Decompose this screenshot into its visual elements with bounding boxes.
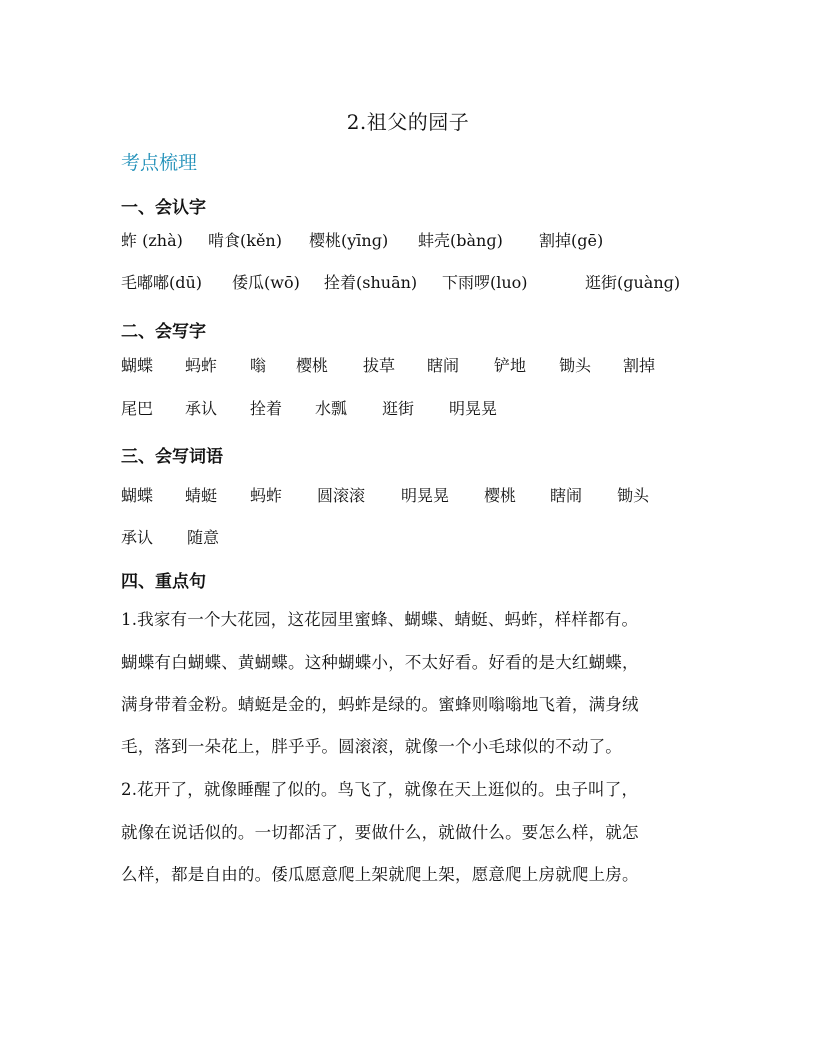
key-sentence-line: 2.花开了，就像睡醒了似的。鸟飞了，就像在天上逛似的。虫子叫了， (121, 780, 639, 799)
write-char-item: 水瓢 (315, 399, 348, 418)
recognize-item: 樱桃(yīnɡ) (309, 231, 389, 250)
key-sentence-line: 么样，都是自由的。倭瓜愿意爬上架就爬上架，愿意爬上房就爬上房。 (121, 865, 639, 884)
key-sentence-line: 就像在说话似的。一切都活了，要做什么，就做什么。要怎么样，就怎 (121, 823, 639, 842)
write-char-item: 瞎闹 (427, 356, 460, 375)
write-char-item: 明晃晃 (449, 399, 498, 418)
recognize-item: 割掉(gē) (539, 231, 604, 250)
recognize-item: 蚱 (zhà) (121, 231, 183, 250)
page-title: 2.祖父的园子 (346, 110, 470, 134)
key-sentence-line: 蝴蝶有白蝴蝶、黄蝴蝶。这种蝴蝶小，不太好看。好看的是大红蝴蝶， (121, 653, 639, 672)
write-char-item: 拔草 (363, 356, 396, 375)
recognize-item: 逛街(ɡuànɡ) (585, 273, 681, 292)
write-char-item: 蚂蚱 (185, 356, 218, 375)
write-char-item: 尾巴 (121, 399, 154, 418)
recognize-item: 下雨啰(luo) (442, 273, 528, 292)
section-heading-write-chars: 二、会写字 (121, 322, 206, 342)
write-char-item: 割掉 (623, 356, 656, 375)
write-char-item: 铲地 (494, 356, 527, 375)
key-sentence-line: 满身带着金粉。蜻蜓是金的，蚂蚱是绿的。蜜蜂则嗡嗡地飞着，满身绒 (121, 695, 639, 714)
section-heading-recognize: 一、会认字 (121, 198, 206, 218)
write-char-item: 蝴蝶 (121, 356, 154, 375)
recognize-item: 倭瓜(wō) (232, 273, 300, 292)
write-word-item: 承认 (121, 528, 154, 547)
write-word-item: 樱桃 (484, 486, 517, 505)
write-char-item: 樱桃 (296, 356, 329, 375)
section-heading-key-sentences: 四、重点句 (121, 572, 206, 592)
write-word-item: 明晃晃 (401, 486, 450, 505)
write-word-item: 蝴蝶 (121, 486, 154, 505)
write-word-item: 蜻蜓 (185, 486, 218, 505)
key-sentence-line: 1.我家有一个大花园，这花园里蜜蜂、蝴蝶、蜻蜓、蚂蚱，样样都有。 (121, 610, 639, 629)
write-char-item: 锄头 (559, 356, 592, 375)
write-word-item: 瞎闹 (550, 486, 583, 505)
write-word-item: 随意 (187, 528, 220, 547)
recognize-item: 蚌壳(bànɡ) (418, 231, 503, 250)
write-word-item: 锄头 (617, 486, 650, 505)
write-word-item: 圆滚滚 (317, 486, 366, 505)
page-subtitle: 考点梳理 (121, 152, 198, 174)
write-word-item: 蚂蚱 (250, 486, 283, 505)
section-heading-write-words: 三、会写词语 (121, 447, 223, 467)
write-char-item: 拴着 (250, 399, 283, 418)
recognize-item: 拴着(shuān) (324, 273, 418, 292)
key-sentence-line: 毛，落到一朵花上，胖乎乎。圆滚滚，就像一个小毛球似的不动了。 (121, 737, 622, 756)
recognize-item: 毛嘟嘟(dū) (121, 273, 203, 292)
write-char-item: 承认 (185, 399, 218, 418)
recognize-item: 啃食(kěn) (208, 231, 282, 250)
write-char-item: 嗡 (250, 356, 267, 375)
write-char-item: 逛街 (382, 399, 415, 418)
